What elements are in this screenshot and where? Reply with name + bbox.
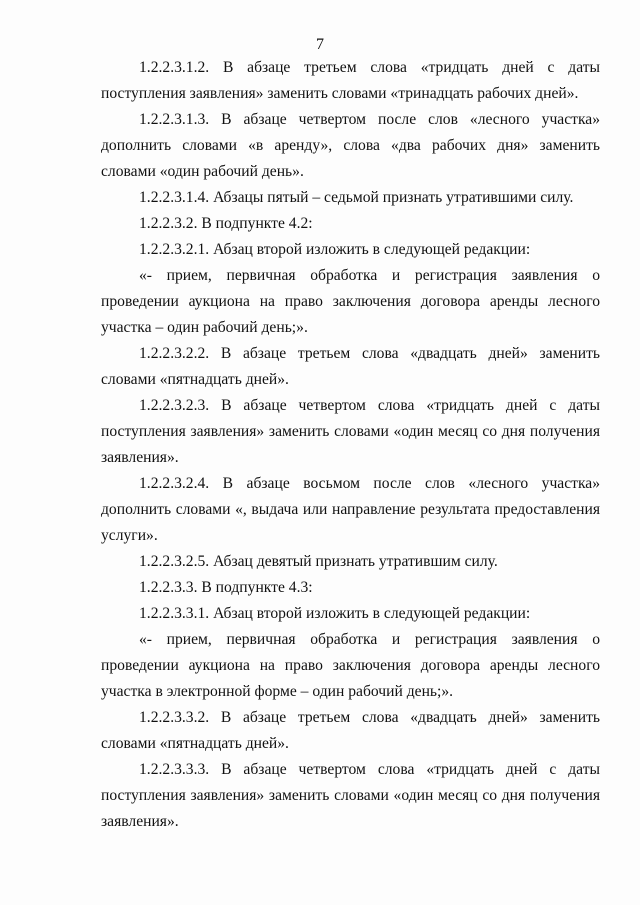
paragraph-1-2-2-3-2-1: 1.2.2.3.2.1. Абзац второй изложить в следующей редакции: <box>139 241 531 258</box>
page-number: 7 <box>316 36 324 53</box>
document-body <box>101 55 600 835</box>
paragraph-1-2-2-3-1-4: 1.2.2.3.1.4. Абзацы пятый – седьмой признать утратившими силу. <box>139 189 574 206</box>
paragraph-1-2-2-3-1-2: 1.2.2.3.1.2. В абзаце третьем слова «тридцать дней с даты поступления заявления» заменить словами «тринадцать рабочих дней». <box>101 59 600 102</box>
paragraph-1-2-2-3-3-2: 1.2.2.3.3.2. В абзаце третьем слова «двадцать дней» заменить словами «пятнадцать дней». <box>101 709 600 752</box>
paragraph-1-2-2-3-3-3: 1.2.2.3.3.3. В абзаце четвертом слова «тридцать дней с даты поступления заявления» заменить словами «один месяц со дня получения заявления». <box>101 761 600 830</box>
paragraph-1-2-2-3-3: 1.2.2.3.3. В подпункте 4.3: <box>139 579 313 596</box>
paragraph-1-2-2-3-3-1: 1.2.2.3.3.1. Абзац второй изложить в следующей редакции: <box>139 605 531 622</box>
paragraph-1-2-2-3-2-4: 1.2.2.3.2.4. В абзаце восьмом после слов «лесного участка» дополнить словами «, выдача или направление результата предоставления услуги». <box>101 475 600 544</box>
paragraph-1-2-2-3-2: 1.2.2.3.2. В подпункте 4.2: <box>139 215 313 232</box>
paragraph-1-2-2-3-2-2: 1.2.2.3.2.2. В абзаце третьем слова «двадцать дней» заменить словами «пятнадцать дней». <box>101 345 600 388</box>
quoted-text-2: «- прием, первичная обработка и регистрация заявления о проведении аукциона на право заключения договора аренды лесного участка в электронной форме – один рабочий день;». <box>101 631 600 700</box>
paragraph-1-2-2-3-2-3: 1.2.2.3.2.3. В абзаце четвертом слова «тридцать дней с даты поступления заявления» заменить словами «один месяц со дня получения заявления». <box>101 397 600 466</box>
paragraph-1-2-2-3-1-3: 1.2.2.3.1.3. В абзаце четвертом после слов «лесного участка» дополнить словами «в аренду», слова «два рабочих дня» заменить словами «один рабочий день». <box>101 111 600 180</box>
paragraph-1-2-2-3-2-5: 1.2.2.3.2.5. Абзац девятый признать утратившим силу. <box>139 553 498 570</box>
quoted-text-1: «- прием, первичная обработка и регистрация заявления о проведении аукциона на право заключения договора аренды лесного участка – один рабочий день;». <box>101 267 600 336</box>
